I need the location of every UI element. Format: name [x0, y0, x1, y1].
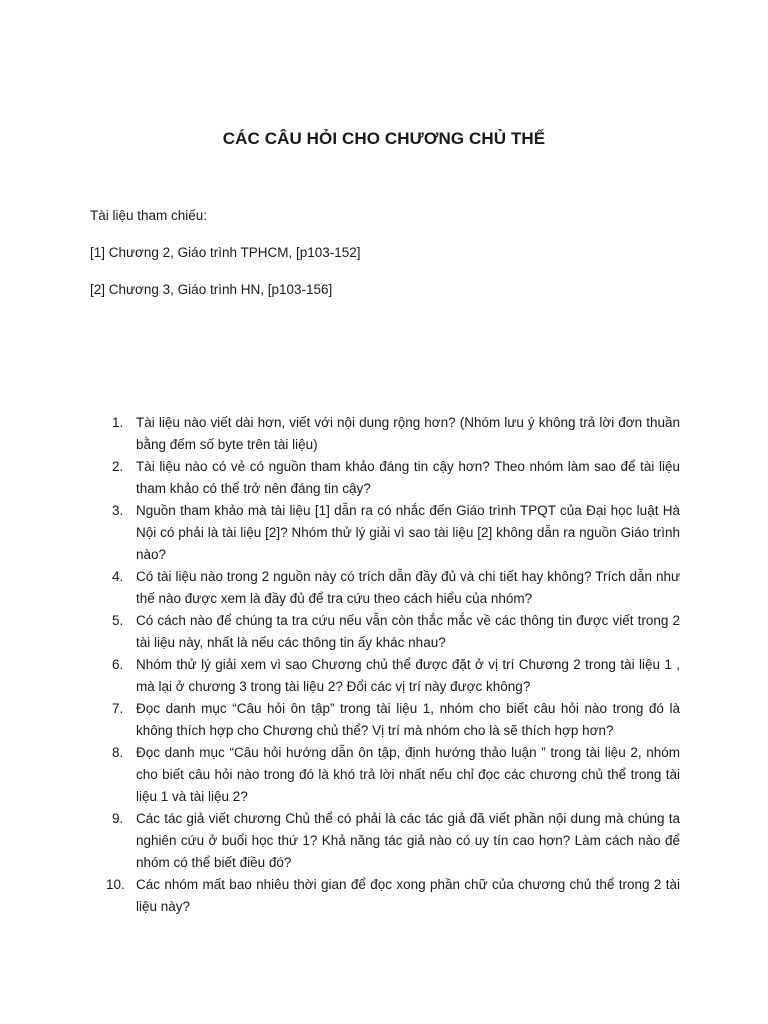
reference-item-1: [1] Chương 2, Giáo trình TPHCM, [p103-152] — [90, 245, 361, 260]
question-text: Nguồn tham khảo mà tài liệu [1] dẫn ra có nhắc đến Giáo trình TPQT của Đại học luật Hà Nội có phải là tài liệu [2]? Nhóm thử lý giải vì sao tài liệu [2] không dẫn ra nguồn Giáo trình nào? — [136, 503, 680, 562]
question-item — [90, 698, 680, 742]
question-item — [90, 742, 680, 808]
question-item — [90, 874, 680, 918]
question-number: 1. — [112, 415, 124, 430]
question-item — [90, 412, 680, 456]
references-section — [90, 206, 361, 317]
question-item — [90, 566, 680, 610]
question-number: 10. — [106, 877, 125, 892]
question-text: Đọc danh mục “Câu hỏi ôn tập” trong tài liệu 1, nhóm cho biết câu hỏi nào trong đó là không thích hợp cho Chương chủ thể? Vị trí mà nhóm cho là sẽ thích hợp hơn? — [136, 701, 680, 738]
question-number: 4. — [112, 569, 124, 584]
question-number: 2. — [112, 459, 124, 474]
question-item — [90, 654, 680, 698]
question-number: 5. — [112, 613, 124, 628]
question-item — [90, 456, 680, 500]
question-number: 6. — [112, 657, 124, 672]
question-text: Có cách nào để chúng ta tra cứu nếu vẫn còn thắc mắc về các thông tin được viết trong 2 tài liệu này, nhất là nếu các thông tin ấy khác nhau? — [136, 613, 680, 650]
page-title: CÁC CÂU HỎI CHO CHƯƠNG CHỦ THỂ — [222, 129, 546, 148]
question-item — [90, 500, 680, 566]
question-item — [90, 808, 680, 874]
question-text: Có tài liệu nào trong 2 nguồn này có trích dẫn đầy đủ và chi tiết hay không? Trích dẫn như thế nào được xem là đầy đủ để tra cứu theo cách hiểu của nhóm? — [136, 569, 680, 606]
question-text: Nhóm thử lý giải xem vì sao Chương chủ thể được đặt ở vị trí Chương 2 trong tài liệu 1 , mà lại ở chương 3 trong tài liệu 2? Đổi các vị trí này được không? — [136, 657, 680, 694]
question-text: Đọc danh mục “Câu hỏi hướng dẫn ôn tập, định hướng thảo luận ” trong tài liệu 2, nhóm cho biết câu hỏi nào trong đó là khó trả lời nhất nếu chỉ đọc các chương chủ thể trong tài liệu 1 và tài liệu 2? — [136, 745, 680, 804]
question-number: 9. — [112, 811, 124, 826]
question-text: Tài liệu nào viết dài hơn, viết với nội dung rộng hơn? (Nhóm lưu ý không trả lời đơn thuần bằng đếm số byte trên tài liệu) — [136, 415, 680, 452]
reference-item-2: [2] Chương 3, Giáo trình HN, [p103-156] — [90, 282, 333, 297]
question-item — [90, 610, 680, 654]
question-text: Các tác giả viết chương Chủ thể có phải là các tác giả đã viết phần nội dung mà chúng ta nghiên cứu ở buổi học thứ 1? Khả năng tác giả nào có uy tín cao hơn? Làm cách nào để nhóm có thể biết điều đó? — [136, 811, 680, 870]
question-text: Tài liệu nào có vẻ có nguồn tham khảo đáng tin cậy hơn? Theo nhóm làm sao để tài liệu tham khảo có thể trở nên đáng tin cậy? — [136, 459, 680, 496]
question-number: 8. — [112, 745, 124, 760]
question-text: Các nhóm mất bao nhiêu thời gian để đọc xong phần chữ của chương chủ thể trong 2 tài liệu này? — [136, 877, 680, 914]
question-number: 3. — [112, 503, 124, 518]
question-number: 7. — [112, 701, 124, 716]
question-list — [90, 412, 680, 918]
references-heading: Tài liệu tham chiếu: — [90, 208, 208, 223]
